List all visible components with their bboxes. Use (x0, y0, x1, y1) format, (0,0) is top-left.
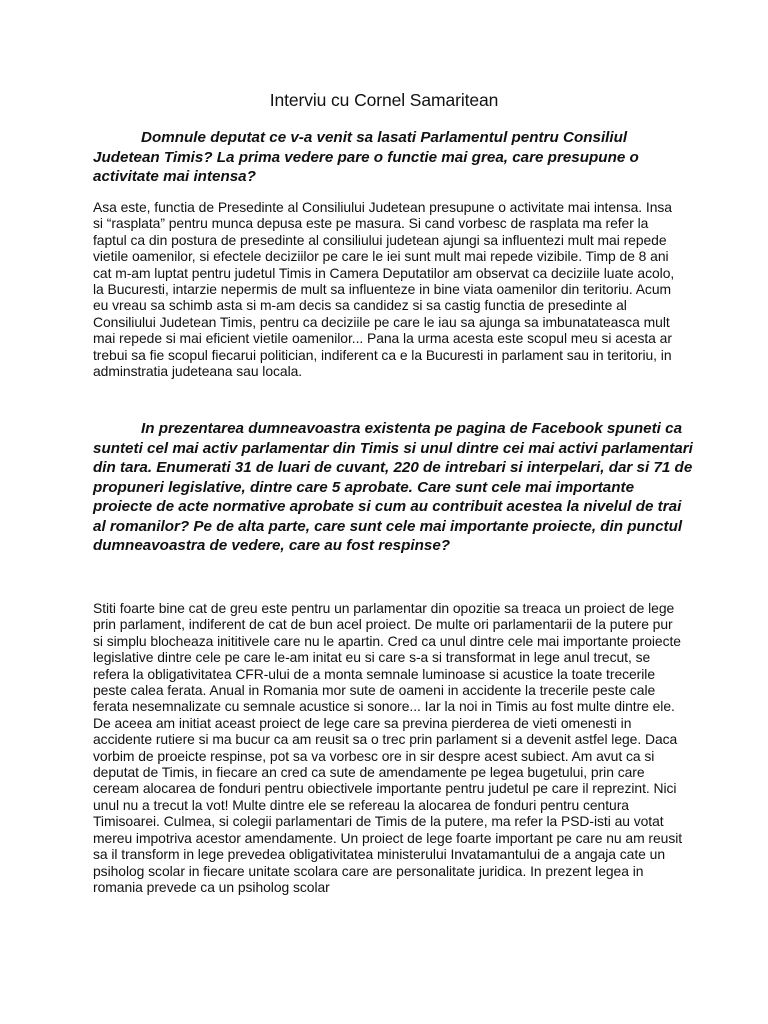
page-title: Interviu cu Cornel Samaritean (269, 90, 499, 110)
answer-1 (93, 199, 683, 379)
answer-2 (93, 600, 683, 895)
answer-2-text: Stiti foarte bine cat de greu este pentru un parlamentar din opozitie sa treaca un proiect de lege prin parlament, indiferent de cat de bun acel proiect. De multe ori parlamentarii de la putere pur si simplu blocheaza inititivele care nu le apartin. Cred ca unul dintre cele mai importante proiecte legislative dintre cele pe care le-am initat eu si care s-a si transformat in lege anul trecut, se refera la obligativitatea CFR-ului de a monta semnale luminoase si acustice la toate trecerile peste calea ferata. Anual in Romania mor sute de oameni in accidente la trecerile peste cale ferata nesemnalizate cu semnale acustice si sonore... Iar la noi in Timis au fost multe dintre ele. De aceea am initiat aceast proiect de lege care sa previna pierderea de vieti omenesti in accidente rutiere si ma bucur ca am reusit sa o trec prin parlament si a devenit astfel lege. Daca vorbim de proeicte respinse, pot sa va vorbesc ore in sir despre acest subiect. Am avut ca si deputat de Timis, in fiecare an cred ca sute de amendamente pe legea bugetului, prin care ceream alocarea de fonduri pentru obiectivele importante pentru judetul pe care il reprezint. Nici unul nu a trecut la vot! Multe dintre ele se refereau la alocarea de fonduri pentru centura Timisoarei. Culmea, si colegii parlamentari de Timis de la putere, ma refer la PSD-isti au votat mereu impotriva acestor amendamente. Un proiect de lege foarte important pe care nu am reusit sa il transform in lege prevedea obligativitatea ministerului Invatamantului de a angaja cate un psiholog scolar in fiecare unitate scolara care are personalitate juridica. In prezent legea in romania prevede ca un psiholog scolar (93, 600, 683, 895)
answer-1-text: Asa este, functia de Presedinte al Consiliului Judetean presupune o activitate mai intensa. Insa si “rasplata” pentru munca depusa este pe masura. Si cand vorbesc de rasplata ma refer la faptul ca din postura de presedinte al consiliului judetean ajungi sa influentezi mult mai repede vietile oamenilor, si efectele deciziilor pe care le iei sunt mult mai repede vizibile. Timp de 8 ani cat m-am luptat pentru judetul Timis in Camera Deputatilor am observat ca deciziile luate acolo, la Bucuresti, intarzie nepermis de mult sa influenteze in bine viata oamenilor din teritoriu. Acum eu vreau sa schimb asta si m-am decis sa candidez si sa castig functia de presedinte al Consiliului Judetean Timis, pentru ca deciziile pe care le iau sa ajunga sa imbunatateasca mult mai repede si mai eficient vietile oamenilor... Pana la urma acesta este scopul meu si acesta ar trebui sa fie scopul fiecarui politician, indiferent ca e la Bucuresti in parlament sau in teritoriu, in adminstratia judeteana sau locala. (93, 199, 675, 380)
question-1-text: Domnule deputat ce v-a venit sa lasati Parlamentul pentru Consiliul Judetean Timis? La prima vedere pare o functie mai grea, care presupune o activitate mai intensa? (93, 129, 639, 185)
question-1 (93, 128, 693, 187)
question-2 (93, 419, 693, 556)
question-2-text: In prezentarea dumneavoastra existenta pe pagina de Facebook spuneti ca sunteti cel mai activ parlamentar din Timis si unul dintre cei mai activi parlamentari din tara. Enumerati 31 de luari de cuvant, 220 de intrebari si interpelari, dar si 71 de propuneri legislative, dintre care 5 aprobate. Care sunt cele mai importante proiecte de acte normative aprobate si cum au contribuit acestea la nivelul de trai al romanilor? Pe de alta parte, care sunt cele mai importante proiecte, din punctul dumneavoastra de vedere, care au fost respinse? (93, 420, 693, 554)
